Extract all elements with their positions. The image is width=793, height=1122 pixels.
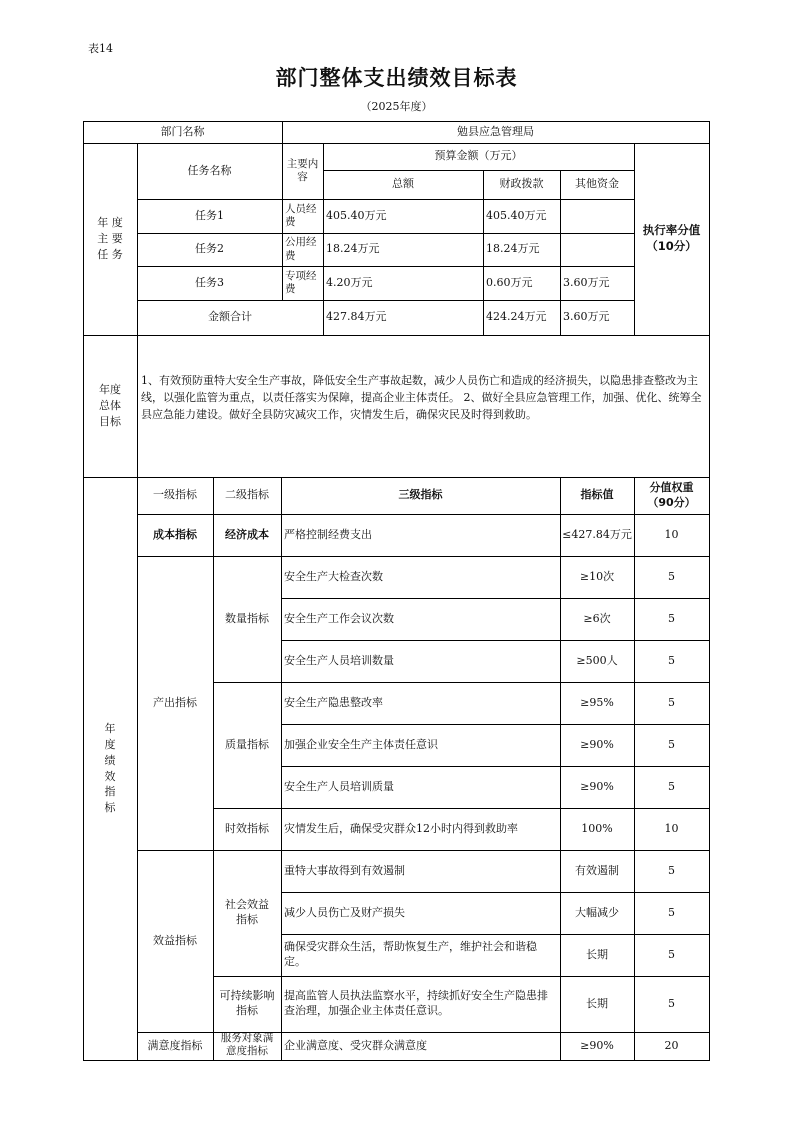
goal-text: 1、有效预防重特大安全生产事故，降低安全生产事故起数，减少人员伤亡和造成的经济损失，以隐患排查整改为主线，以强化监管为重点，以责任落实为保障，提高企业主体责任。 2、做好全县应急管理工作，加强、优化、统筹全县应急能力建设。做好全县防灾减灾工作，灾情发生后，确保灾民及时得到救助。	[141, 374, 702, 422]
level2-sustainable: 可持续影响指标	[219, 989, 275, 1017]
indicator-name: 重特大事故得到有效遏制	[284, 863, 405, 877]
task-fiscal: 18.24万元	[486, 242, 540, 256]
indicator-weight: 10	[664, 821, 679, 835]
indicator-value: ≥500人	[576, 653, 618, 667]
indicator-weight: 5	[668, 779, 675, 793]
sum-other: 3.60万元	[563, 310, 610, 324]
indicator-name: 灾情发生后，确保受灾群众12小时内得到救助率	[284, 821, 518, 835]
indicator-value: ≥95%	[580, 695, 614, 709]
indicator-name: 安全生产大检查次数	[284, 569, 383, 583]
weight-header: 分值权重（90分）	[647, 480, 696, 509]
indicator-name: 提高监管人员执法监察水平，持续抓好安全生产隐患排查治理，加强企业主体责任意识。	[284, 989, 548, 1017]
indicator-weight: 5	[668, 695, 675, 709]
level2-timeliness: 时效指标	[225, 821, 269, 835]
indicator-name: 企业满意度、受灾群众满意度	[284, 1038, 427, 1052]
indicator-weight: 10	[664, 527, 679, 541]
table-number: 表14	[88, 42, 113, 55]
indicator-name: 减少人员伤亡及财产损失	[284, 905, 405, 919]
fiscal-year: （2025年度）	[360, 100, 433, 113]
indicator-value: 大幅减少	[575, 905, 619, 919]
level1-satisfaction: 满意度指标	[147, 1038, 203, 1052]
dept-name: 勉县应急管理局	[457, 124, 534, 138]
indicator-weight: 20	[664, 1038, 679, 1052]
indicator-weight: 5	[668, 905, 675, 919]
level1-output: 产出指标	[153, 695, 197, 709]
indicator-value: ≤427.84万元	[562, 527, 632, 541]
task-total: 18.24万元	[326, 242, 380, 256]
indicator-value: ≥90%	[580, 779, 614, 793]
task-name: 任务2	[195, 242, 224, 256]
task-name: 任务3	[195, 275, 224, 289]
task-fiscal: 405.40万元	[486, 208, 547, 222]
task-section-label: 年 度 主 要 任 务	[97, 216, 123, 261]
indicator-name: 加强企业安全生产主体责任意识	[284, 737, 438, 751]
level2-quantity: 数量指标	[225, 611, 269, 625]
indicator-name: 严格控制经费支出	[284, 527, 372, 541]
level2-quality: 质量指标	[225, 737, 269, 751]
sum-total: 427.84万元	[326, 310, 387, 324]
indicator-weight: 5	[668, 863, 675, 877]
task-other	[560, 199, 634, 233]
level3-header: 三级指标	[398, 488, 443, 502]
indicator-name: 确保受灾群众生活，帮助恢复生产，维护社会和谐稳定。	[284, 940, 537, 968]
perf-label: 年度绩效指标	[104, 721, 116, 815]
indicator-value: 长期	[586, 947, 608, 961]
indicator-weight: 5	[668, 653, 675, 667]
page-title: 部门整体支出绩效目标表	[275, 66, 518, 90]
task-content: 公用经费	[285, 236, 317, 262]
indicator-value: ≥90%	[580, 1038, 614, 1052]
other-header: 其他资金	[575, 177, 619, 191]
indicator-weight: 5	[668, 611, 675, 625]
task-name-header: 任务名称	[187, 163, 232, 177]
level2-social: 社会效益指标	[225, 898, 269, 926]
indicator-name: 安全生产人员培训质量	[284, 779, 394, 793]
indicator-weight: 5	[668, 569, 675, 583]
task-other: 3.60万元	[563, 275, 610, 289]
sum-label: 金额合计	[208, 310, 252, 324]
exec-rate-label: 执行率分值（10分）	[642, 223, 701, 253]
indicator-weight: 5	[668, 737, 675, 751]
task-other	[560, 233, 634, 266]
budget-header: 预算金额（万元）	[434, 149, 523, 163]
level1-benefit: 效益指标	[153, 933, 197, 947]
fiscal-header: 财政拨款	[499, 177, 544, 191]
task-name: 任务1	[195, 208, 224, 222]
level2-header: 二级指标	[225, 488, 269, 502]
value-header: 指标值	[580, 488, 614, 502]
task-total: 405.40万元	[326, 208, 387, 222]
task-content: 专项经费	[285, 269, 317, 295]
task-fiscal: 0.60万元	[486, 275, 533, 289]
indicator-weight: 5	[668, 947, 675, 961]
task-content: 人员经费	[285, 202, 317, 228]
indicator-value: 有效遏制	[575, 863, 619, 877]
indicator-name: 安全生产隐患整改率	[284, 695, 383, 709]
total-header: 总额	[392, 177, 414, 191]
indicator-name: 安全生产工作会议次数	[284, 611, 394, 625]
indicator-value: ≥6次	[583, 611, 611, 625]
task-total: 4.20万元	[326, 275, 373, 289]
indicator-weight: 5	[668, 996, 675, 1010]
indicator-value: ≥10次	[579, 569, 615, 583]
indicator-name: 安全生产人员培训数量	[284, 653, 394, 667]
level1-header: 一级指标	[153, 488, 197, 502]
main-content-header: 主要内容	[286, 157, 319, 183]
sum-fiscal: 424.24万元	[486, 310, 547, 324]
level2-service: 服务对象满意度指标	[220, 1032, 274, 1058]
indicator-value: ≥90%	[580, 737, 614, 751]
dept-label: 部门名称	[160, 124, 205, 138]
indicator-value: 100%	[581, 821, 613, 835]
level2-economic-cost: 经济成本	[225, 527, 269, 541]
indicator-value: 长期	[586, 996, 608, 1010]
goal-label: 年度总体目标	[99, 383, 121, 428]
level1-cost: 成本指标	[153, 527, 197, 541]
